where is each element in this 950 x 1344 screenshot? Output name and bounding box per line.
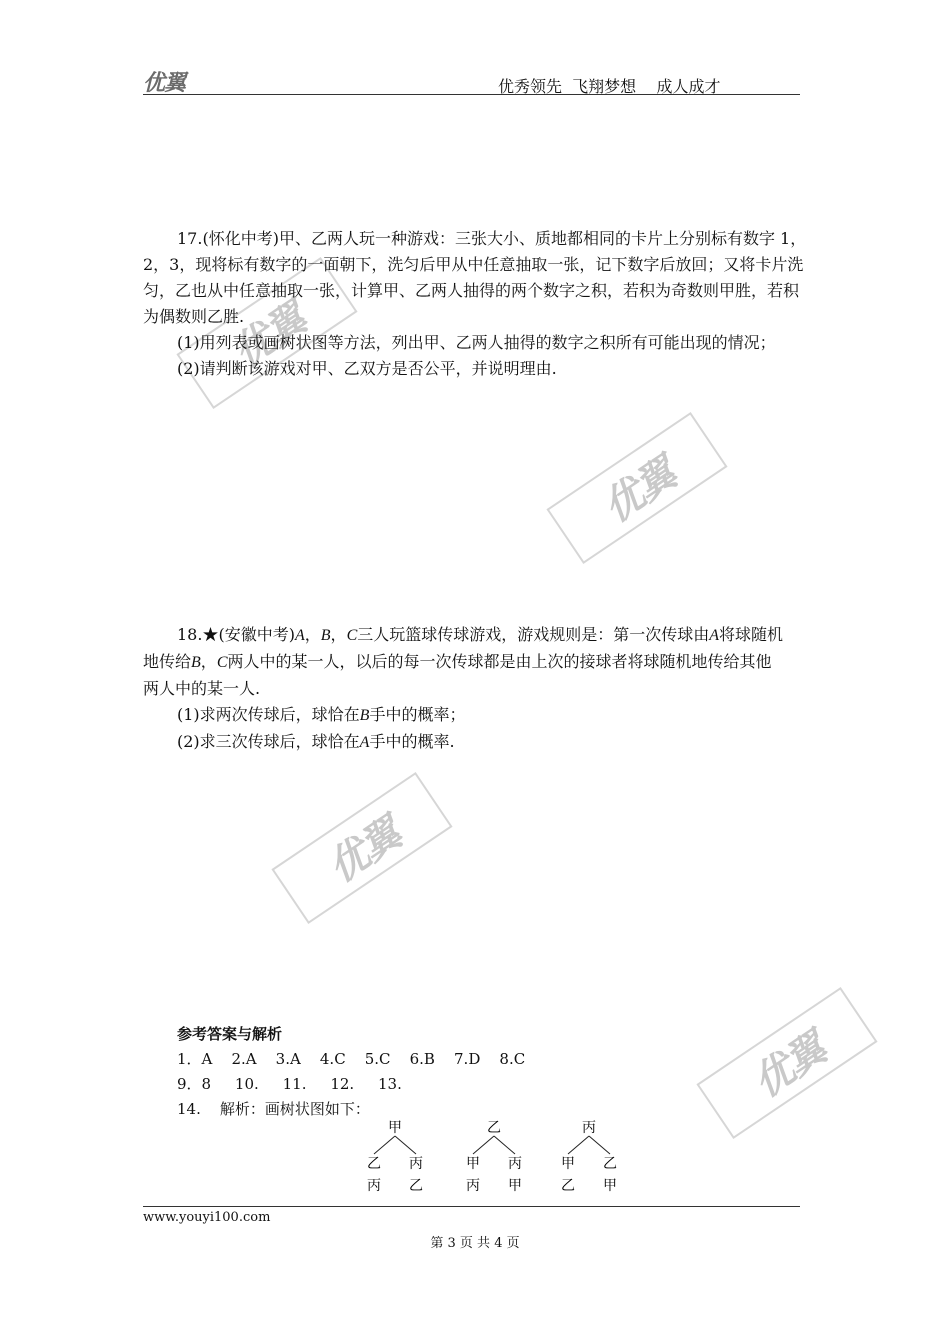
watermark-text: 优翼: [224, 295, 314, 377]
tree-root: 丙: [582, 1120, 596, 1136]
question-17: [143, 226, 808, 382]
tree-node: 丙: [367, 1178, 381, 1194]
q17-stem-text: 甲、乙两人玩一种游戏：三张大小、质地都相同的卡片上分别标有数字 1，: [278, 229, 807, 248]
q18-stem-line2: [143, 649, 808, 676]
var-a: A: [294, 627, 305, 644]
var-b: B: [359, 707, 370, 724]
q18-part1-text: 手中的概率；: [369, 705, 466, 724]
tree-node: 乙: [561, 1178, 575, 1194]
q18-part2-text: 手中的概率.: [369, 732, 455, 751]
var-a: A: [359, 734, 370, 751]
tree-diagram: [350, 1116, 640, 1196]
q18-stem-text: 三人玩篮球传球游戏，游戏规则是：第一次传球由: [357, 625, 710, 644]
header-divider: [143, 94, 800, 95]
tree-node: 乙: [367, 1156, 381, 1172]
tree-root: 甲: [388, 1120, 402, 1136]
tree-branch: [473, 1136, 494, 1154]
tree-branch: [374, 1136, 395, 1154]
tree-branch: [568, 1136, 589, 1154]
q17-stem-line3: 匀，乙也从中任意抽取一张，计算甲、乙两人抽得的两个数字之积，若积为奇数则甲胜，若积: [143, 281, 800, 300]
q17-source: (怀化中考): [202, 229, 279, 248]
tree-node: 乙: [409, 1178, 423, 1194]
tree-root: 乙: [487, 1120, 501, 1136]
q18-stem-text: 两人中的某一人，以后的每一次传球都是由上次的接球者将球随机地传给其他: [227, 652, 772, 671]
watermark-text: 优翼: [319, 810, 409, 892]
var-a: A: [709, 627, 720, 644]
star-icon: ★: [202, 625, 219, 644]
q18-part1: [143, 702, 808, 729]
tree-node: 丙: [508, 1156, 522, 1172]
answers-title: 参考答案与解析: [177, 1025, 283, 1043]
tree-1: [367, 1120, 423, 1194]
q17-part1: (1)用列表或画树状图等方法，列出甲、乙两人抽得的数字之积所有可能出现的情况；: [177, 333, 776, 352]
var-c: C: [216, 654, 228, 671]
tree-node: 甲: [508, 1178, 522, 1194]
q18-stem-line1: [143, 622, 808, 649]
q17-stem-line4: 为偶数则乙胜.: [143, 307, 245, 326]
q18-part1-text: (1)求两次传球后，球恰在: [177, 705, 360, 724]
tree-node: 丙: [466, 1178, 480, 1194]
tree-node: 甲: [603, 1178, 617, 1194]
q18-number: 18.: [177, 625, 203, 644]
q18-stem-text: 地传给: [143, 652, 192, 671]
tree-2: [466, 1120, 522, 1194]
var-b: B: [191, 654, 201, 671]
tree-branch: [395, 1136, 416, 1154]
separator: ，: [304, 625, 321, 644]
q18-source: (安徽中考): [218, 625, 295, 644]
tree-node: 甲: [561, 1156, 575, 1172]
tree-branch: [494, 1136, 515, 1154]
q18-part2-text: (2)求三次传球后，球恰在: [177, 732, 360, 751]
q17-stem-line2: 2，3，现将标有数字的一面朝下，洗匀后甲从中任意抽取一张，记下数字后放回；又将卡片洗: [143, 255, 804, 274]
var-b: B: [320, 627, 331, 644]
watermark-text: 优翼: [594, 450, 684, 532]
watermark-stamp: [696, 987, 877, 1139]
answers-line2: 9．8 10. 11. 12. 13.: [177, 1075, 402, 1093]
q18-stem-text: 将球随机: [719, 625, 784, 644]
tree-branch: [589, 1136, 610, 1154]
header-logo: 优翼: [143, 71, 186, 96]
answers-line3: 14. 解析：画树状图如下：: [177, 1100, 370, 1118]
watermark-stamp: [546, 412, 727, 564]
q17-part2: (2)请判断该游戏对甲、乙双方是否公平，并说明理由.: [177, 359, 557, 378]
var-c: C: [346, 627, 358, 644]
tree-node: 甲: [466, 1156, 480, 1172]
watermark-stamp: [271, 772, 452, 924]
tree-3: [561, 1120, 617, 1194]
q18-stem-line3: 两人中的某一人.: [143, 679, 261, 698]
q17-number: 17.: [177, 229, 203, 248]
page-number: 第 3 页 共 4 页: [430, 1236, 520, 1251]
header-slogan: 优秀领先 飞翔梦想 成人成才: [498, 77, 721, 96]
footer-divider: [143, 1206, 800, 1207]
footer-url: www.youyi100.com: [143, 1210, 271, 1225]
q17-stem-line1: [143, 226, 808, 252]
watermark-text: 优翼: [744, 1025, 834, 1107]
tree-node: 乙: [603, 1156, 617, 1172]
tree-node: 丙: [409, 1156, 423, 1172]
question-18: [143, 622, 808, 756]
separator: ，: [200, 652, 217, 671]
q18-part2: [143, 729, 808, 756]
answers-line1: 1．A 2.A 3.A 4.C 5.C 6.B 7.D 8.C: [177, 1050, 526, 1068]
separator: ，: [330, 625, 347, 644]
